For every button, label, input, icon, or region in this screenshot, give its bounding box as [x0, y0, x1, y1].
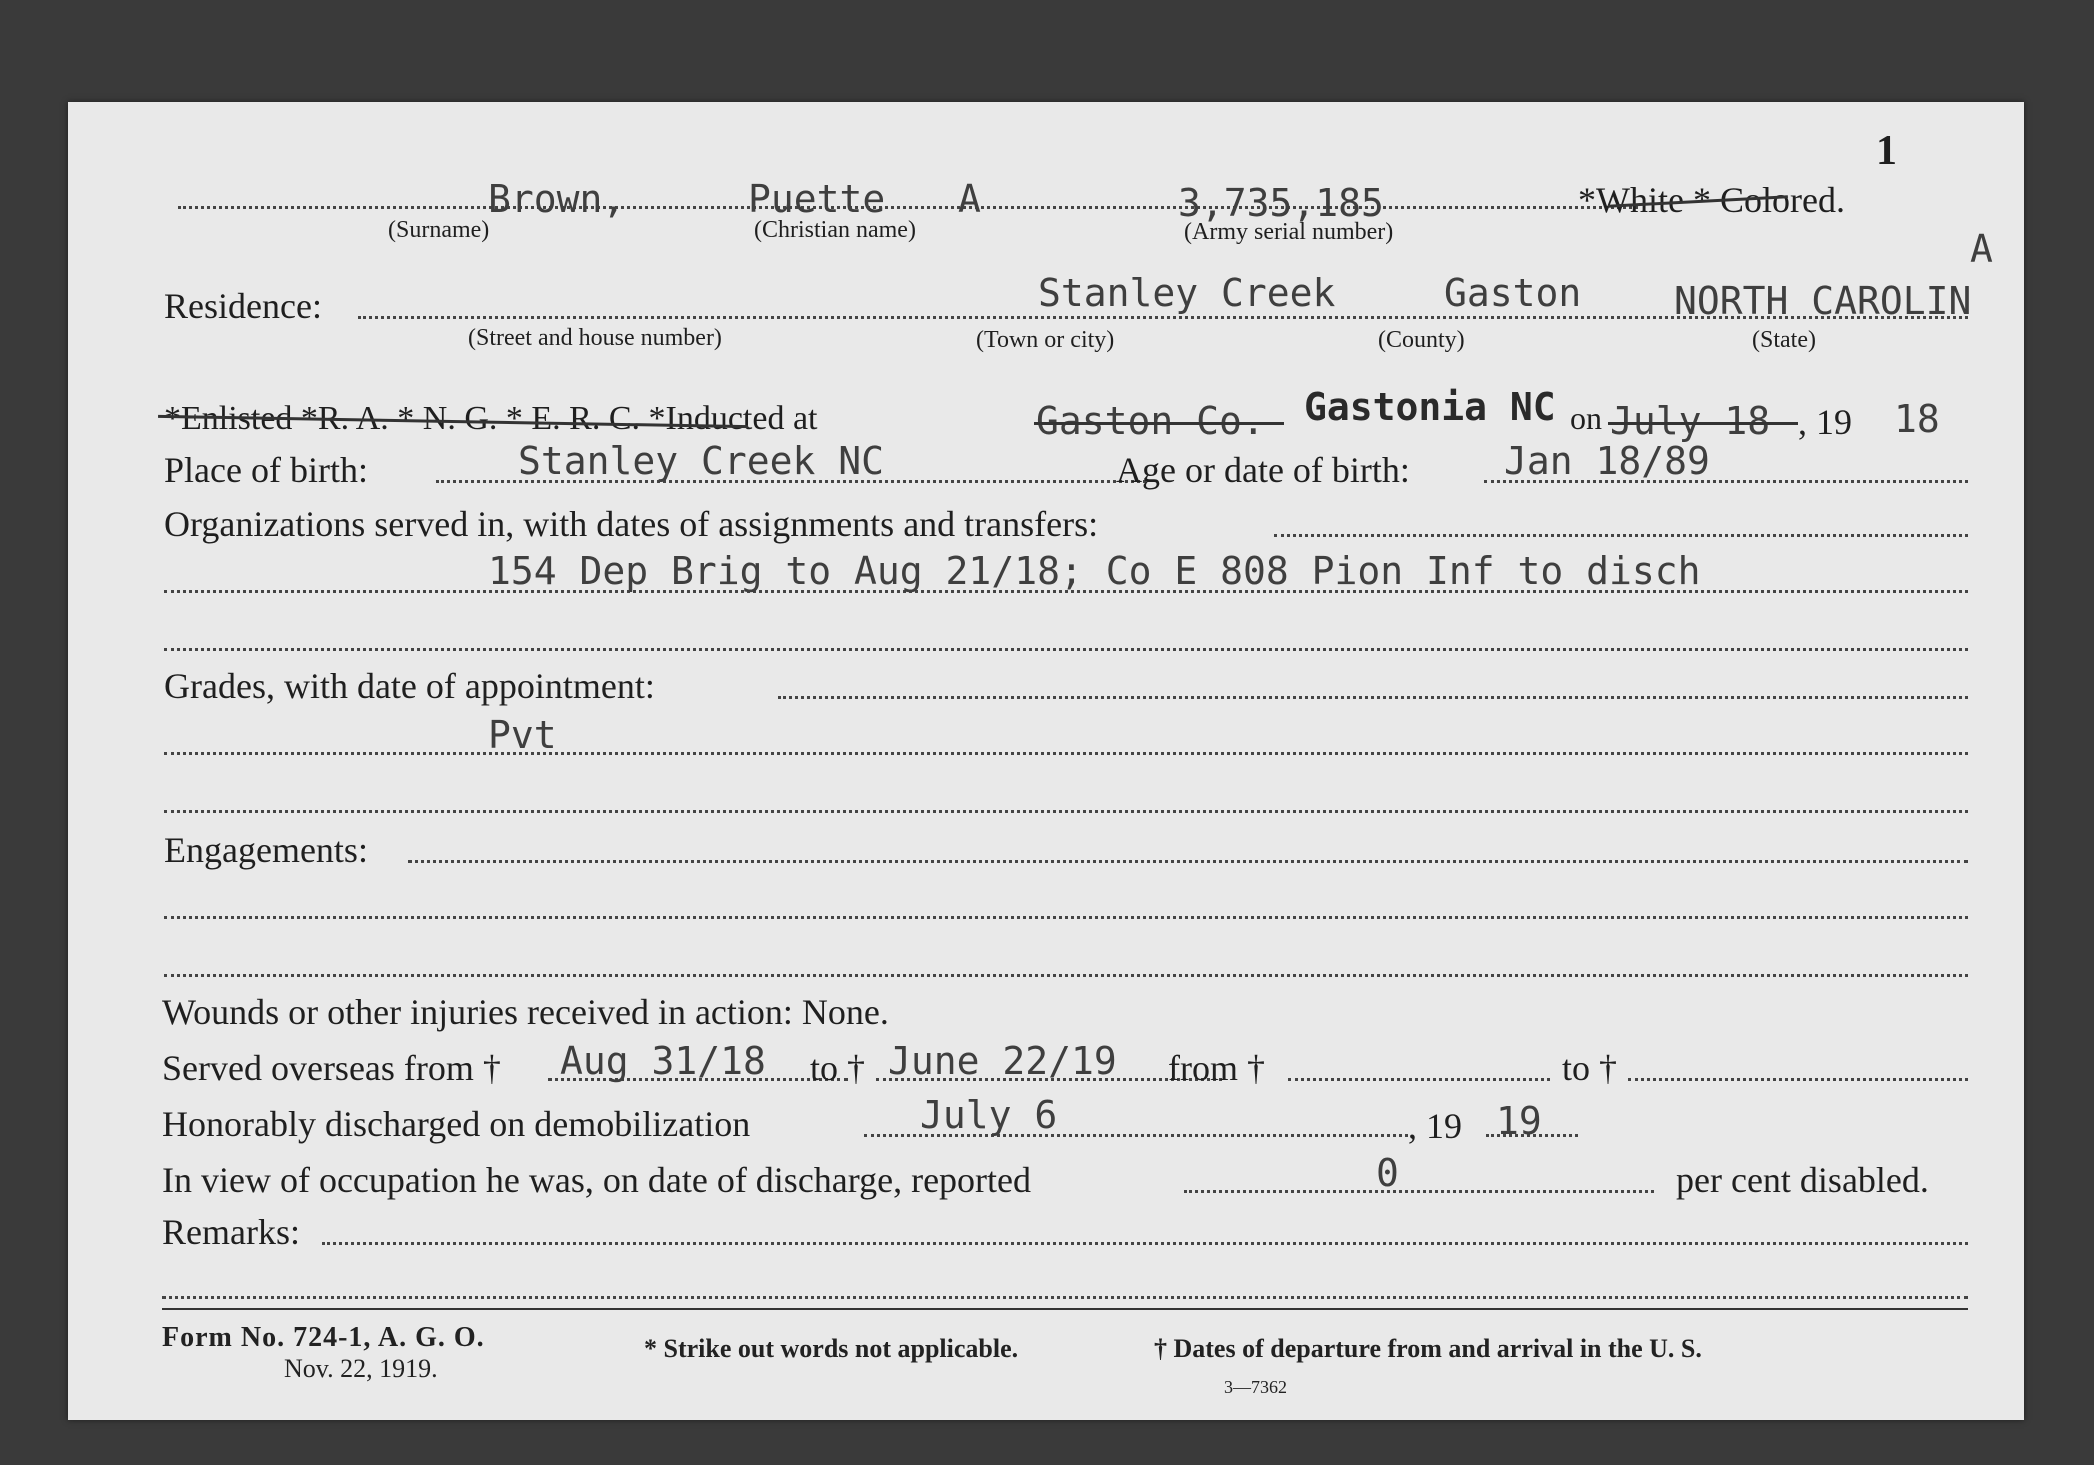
dotted-line [778, 696, 1968, 699]
date-of-birth-label: Age or date of birth: [1116, 450, 1410, 490]
page-number: 1 [1876, 128, 1897, 174]
organizations-line-1: 154 Dep Brig to Aug 21/18; Co E 808 Pion Inf to disch [488, 549, 1701, 593]
service-record-card [68, 102, 2024, 1420]
place-of-birth-value: Stanley Creek NC [518, 439, 885, 483]
overseas-to-label-2: to † [1562, 1048, 1618, 1088]
disability-label: In view of occupation he was, on date of discharge, reported [162, 1160, 1032, 1200]
dotted-line [322, 1242, 1968, 1245]
discharge-date: July 6 [920, 1093, 1058, 1137]
surname-value: Brown, [488, 177, 626, 221]
caption-state: (State) [1752, 327, 1816, 353]
struck-induction-date: July 18 [1610, 399, 1771, 443]
form-number: Form No. 724-1, A. G. O. [162, 1322, 485, 1353]
induction-year: 18 [1894, 397, 1940, 441]
strike-note: * Strike out words not applicable. [644, 1334, 1019, 1363]
remarks-label: Remarks: [162, 1212, 300, 1252]
residence-county: Gaston [1444, 271, 1582, 315]
dotted-line [164, 810, 1968, 813]
disability-suffix: per cent disabled. [1676, 1160, 1929, 1200]
serial-number-value: 3,735,185 [1178, 181, 1384, 225]
christian-name-value: Puette [748, 177, 886, 221]
dotted-line [1184, 1190, 1654, 1193]
footer-rule [162, 1308, 1968, 1310]
caption-serial-number: (Army serial number) [1184, 219, 1394, 245]
grades-label: Grades, with date of appointment: [164, 666, 655, 706]
residence-state: NORTH CAROLIN [1674, 279, 1972, 323]
dotted-line [408, 860, 1968, 863]
grades-line-1: Pvt [488, 713, 557, 757]
caption-surname: (Surname) [388, 217, 490, 243]
induction-on-label: on [1570, 400, 1602, 436]
struck-induction-place: Gaston Co. [1036, 399, 1265, 443]
enlisted-label: *Enlisted *R. A. * N. G. * E. R. C. *Inducted at [164, 400, 818, 437]
struck-place-line [1034, 422, 1284, 425]
overseas-from-date: Aug 31/18 [560, 1039, 766, 1083]
induction-year-prefix: , 19 [1798, 402, 1852, 442]
dotted-line [164, 916, 1968, 919]
residence-state-tail: A [1970, 227, 1993, 271]
dotted-line [164, 752, 1968, 755]
print-code: 3—7362 [1224, 1377, 1287, 1397]
wounds-label: Wounds or other injuries received in action: None. [162, 992, 889, 1032]
caption-county: (County) [1378, 327, 1465, 353]
dotted-line [178, 206, 1638, 209]
organizations-label: Organizations served in, with dates of assignments and transfers: [164, 504, 1099, 544]
dotted-line [162, 1296, 1968, 1299]
middle-initial-value: A [958, 177, 981, 221]
disability-value: 0 [1376, 1151, 1399, 1195]
discharge-year: 19 [1496, 1099, 1542, 1143]
dates-note: † Dates of departure from and arrival in the U. S. [1154, 1334, 1702, 1363]
dotted-line [1288, 1078, 1550, 1081]
overseas-label: Served overseas from † [162, 1048, 501, 1088]
dotted-line [164, 974, 1968, 977]
residence-label: Residence: [164, 286, 322, 326]
dotted-line [164, 648, 1968, 651]
overseas-to-label: to † [810, 1048, 866, 1088]
residence-town: Stanley Creek [1038, 271, 1336, 315]
race-options: *White * Colored. [1578, 180, 1845, 220]
caption-town: (Town or city) [976, 327, 1115, 353]
dotted-line [1628, 1078, 1968, 1081]
discharge-year-prefix: , 19 [1408, 1106, 1462, 1146]
caption-street: (Street and house number) [468, 325, 722, 351]
overseas-to-date: June 22/19 [888, 1039, 1117, 1083]
struck-date-line [1608, 422, 1798, 425]
place-of-birth-label: Place of birth: [164, 450, 368, 490]
induction-place: Gastonia NC [1304, 385, 1556, 429]
form-date: Nov. 22, 1919. [284, 1354, 438, 1383]
overseas-from-label-2: from † [1168, 1048, 1265, 1088]
caption-christian-name: (Christian name) [754, 217, 916, 243]
dotted-line [1274, 534, 1968, 537]
date-of-birth-value: Jan 18/89 [1504, 439, 1710, 483]
engagements-label: Engagements: [164, 830, 368, 870]
discharge-label: Honorably discharged on demobilization [162, 1104, 751, 1144]
